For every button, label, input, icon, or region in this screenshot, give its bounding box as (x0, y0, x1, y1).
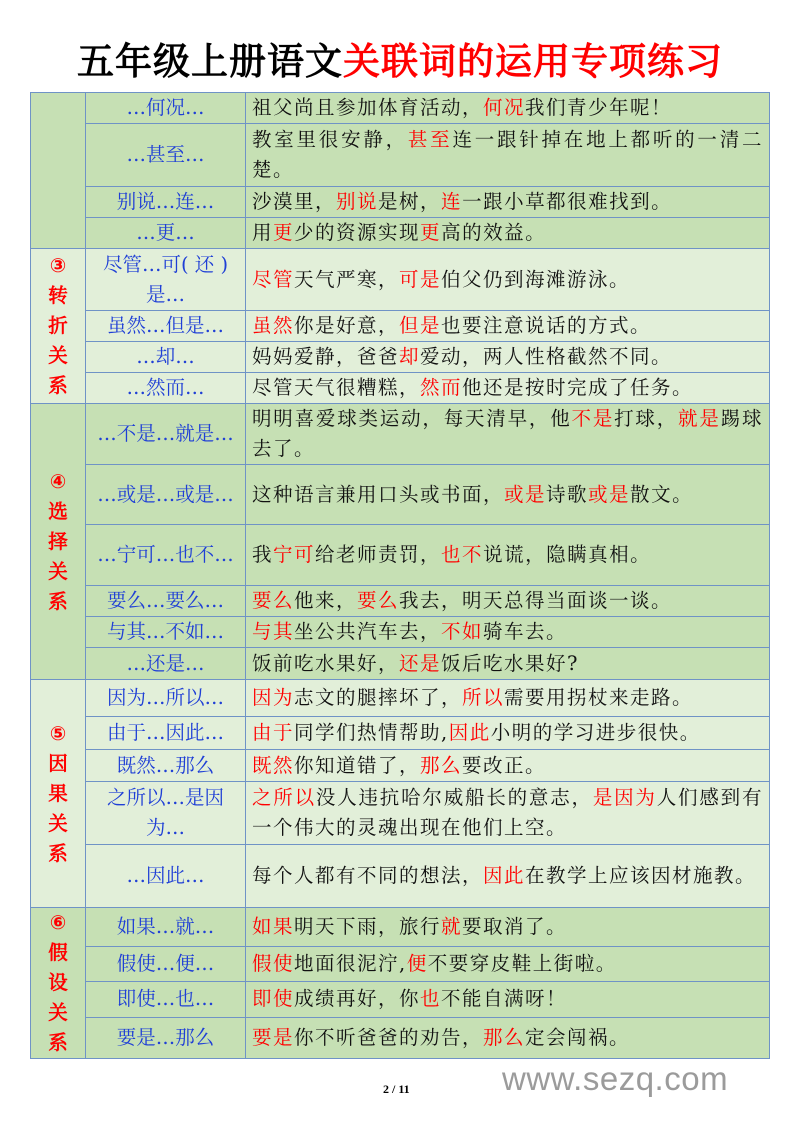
sentence-text: 是树， (378, 190, 442, 213)
highlighted-conjunction: 即使 (252, 987, 295, 1011)
sentence-text: 说谎，隐瞒真相。 (483, 543, 652, 566)
conjunction-keyword: …更… (86, 218, 246, 249)
sentence-text: 成绩再好，你 (294, 987, 421, 1011)
highlighted-conjunction: 就是 (678, 407, 721, 430)
example-sentence (246, 947, 770, 982)
category-char: 关 (48, 1001, 68, 1024)
table-row (31, 373, 770, 404)
sentence-text: 每个人都有不同的想法， (252, 864, 484, 887)
example-sentence (246, 525, 770, 586)
sentence-text: 也要注意说话的方式。 (441, 314, 652, 337)
sentence-text: 在教学上应该因材施教。 (525, 864, 757, 887)
category-cell (31, 249, 86, 404)
category-cell (31, 680, 86, 908)
conjunction-table (30, 92, 770, 1059)
highlighted-conjunction: 之所以 (252, 786, 316, 809)
conjunction-keyword: 尽管…可( 还 ) 是… (86, 249, 246, 311)
highlighted-conjunction: 虽然 (252, 314, 295, 337)
conjunction-table-body (31, 93, 770, 1059)
conjunction-keyword: 与其…不如… (86, 617, 246, 648)
sentence-text: 打球， (614, 407, 679, 430)
example-sentence (246, 465, 770, 525)
sentence-text: 祖父尚且参加体育活动， (252, 96, 484, 119)
example-sentence (246, 1017, 770, 1058)
highlighted-conjunction: 因为 (252, 686, 295, 709)
example-sentence (246, 981, 770, 1017)
highlighted-conjunction: 如果 (252, 915, 295, 939)
highlighted-conjunction: 那么 (420, 753, 463, 777)
sentence-text: 要改正。 (462, 753, 547, 777)
table-row (31, 947, 770, 982)
conjunction-keyword: 由于…因此… (86, 717, 246, 750)
watermark: www.sezq.com (502, 1060, 729, 1097)
highlighted-conjunction: 何况 (483, 96, 526, 119)
sentence-text: 地面很泥泞, (294, 951, 407, 975)
category-char: 选 (48, 499, 68, 523)
category-char: 系 (48, 374, 68, 397)
example-sentence (246, 373, 770, 404)
highlighted-conjunction: 既然 (252, 753, 295, 777)
conjunction-keyword: 要么…要么… (86, 586, 246, 617)
example-sentence (246, 93, 770, 124)
example-sentence (246, 908, 770, 947)
highlighted-conjunction: 更 (273, 221, 295, 244)
category-char: 果 (48, 781, 68, 805)
highlighted-conjunction: 由于 (252, 721, 295, 744)
sentence-text: 少的资源实现 (294, 221, 421, 244)
highlighted-conjunction: 甚至 (407, 128, 453, 151)
sentence-text: 他来， (294, 589, 358, 612)
example-sentence (246, 586, 770, 617)
sentence-text: 要取消了。 (462, 915, 568, 939)
highlighted-conjunction: 是因为 (592, 786, 657, 809)
table-row (31, 93, 770, 124)
table-row (31, 187, 770, 218)
example-sentence (246, 750, 770, 782)
category-char: ④ (49, 469, 67, 493)
category-char: 择 (48, 529, 68, 553)
sentence-text: 踢球去了。 (252, 407, 763, 460)
table-row (31, 908, 770, 947)
table-row (31, 750, 770, 782)
highlighted-conjunction: 也不 (441, 543, 484, 566)
sentence-text: 没人违抗哈尔威船长的意志， (315, 786, 593, 809)
highlighted-conjunction: 要么 (357, 589, 400, 612)
highlighted-conjunction: 然而 (420, 376, 463, 399)
page-title (0, 40, 800, 84)
sentence-text: 同学们热情帮助, (294, 721, 449, 744)
highlighted-conjunction: 因此 (448, 721, 491, 744)
conjunction-keyword: …宁可…也不… (86, 525, 246, 586)
table-row (31, 648, 770, 680)
conjunction-keyword: 因为…所以… (86, 680, 246, 717)
title-part-topic: 关联词的运用专项练习 (343, 40, 723, 83)
category-char: 关 (48, 559, 68, 583)
highlighted-conjunction: 别说 (336, 190, 379, 213)
highlighted-conjunction: 与其 (252, 620, 295, 643)
highlighted-conjunction: 宁可 (273, 543, 316, 566)
category-cell (31, 93, 86, 249)
highlighted-conjunction: 尽管 (252, 267, 295, 291)
table-row (31, 311, 770, 342)
example-sentence (246, 311, 770, 342)
sentence-text: 需要用拐杖来走路。 (504, 686, 694, 709)
sentence-text: 天气严寒， (294, 267, 400, 291)
highlighted-conjunction: 那么 (483, 1025, 526, 1049)
conjunction-keyword: 虽然…但是… (86, 311, 246, 342)
category-char: 假 (48, 941, 68, 964)
highlighted-conjunction: 因此 (483, 864, 526, 887)
sentence-text: 骑车去。 (483, 620, 568, 643)
category-char: 系 (48, 841, 68, 865)
conjunction-keyword: 即使…也… (86, 981, 246, 1017)
conjunction-keyword: …还是… (86, 648, 246, 680)
highlighted-conjunction: 却 (399, 345, 421, 368)
sentence-text: 不要穿皮鞋上街啦。 (427, 951, 617, 975)
category-cell (31, 404, 86, 680)
table-row (31, 782, 770, 845)
category-char: ③ (49, 254, 67, 277)
conjunction-keyword: 既然…那么 (86, 750, 246, 782)
table-row (31, 981, 770, 1017)
sentence-text: 妈妈爱静，爸爸 (252, 345, 400, 368)
highlighted-conjunction: 还是 (399, 651, 442, 675)
sentence-text: 给老师责罚， (315, 543, 442, 566)
sentence-text: 高的效益。 (441, 221, 547, 244)
table-row (31, 1017, 770, 1058)
sentence-text: 你不听爸爸的劝告， (294, 1025, 484, 1049)
example-sentence (246, 249, 770, 311)
sentence-text: 诗歌 (546, 482, 589, 506)
highlighted-conjunction: 不是 (571, 407, 615, 430)
sentence-text: 小明的学习进步很快。 (490, 721, 701, 744)
sentence-text: 他还是按时完成了任务。 (462, 376, 694, 399)
conjunction-keyword: …然而… (86, 373, 246, 404)
title-part-grade: 五年级上册语文 (77, 40, 343, 83)
example-sentence (246, 218, 770, 249)
highlighted-conjunction: 不如 (441, 620, 484, 643)
sentence-text: 这种语言兼用口头或书面， (252, 482, 505, 506)
sentence-text: 爱动，两人性格截然不同。 (420, 345, 673, 368)
category-char: ⑥ (49, 911, 67, 934)
table-row (31, 586, 770, 617)
sentence-text: 人们感到有一个伟大的灵魂出现在他们上空。 (252, 786, 763, 839)
table-row (31, 249, 770, 311)
example-sentence (246, 124, 770, 187)
highlighted-conjunction: 所以 (462, 686, 505, 709)
conjunction-keyword: 要是…那么 (86, 1017, 246, 1058)
sentence-text: 连一跟针掉在地上都听的一清二楚。 (252, 128, 763, 181)
sentence-text: 一跟小草都很难找到。 (462, 190, 673, 213)
table-row (31, 525, 770, 586)
sentence-text: 教室里很安静， (252, 128, 408, 151)
conjunction-keyword: 别说…连… (86, 187, 246, 218)
highlighted-conjunction: 也 (420, 987, 442, 1011)
sentence-text: 志文的腿摔坏了， (294, 686, 463, 709)
category-char: 系 (48, 589, 68, 613)
example-sentence (246, 187, 770, 218)
conjunction-keyword: …因此… (86, 845, 246, 908)
table-row (31, 680, 770, 717)
sentence-text: 定会闯祸。 (525, 1025, 631, 1049)
table-row (31, 845, 770, 908)
highlighted-conjunction: 就 (441, 915, 463, 939)
category-char: 转 (48, 284, 68, 307)
sentence-text: 伯父仍到海滩游泳。 (441, 267, 631, 291)
table-row (31, 218, 770, 249)
category-char: ⑤ (49, 721, 67, 745)
conjunction-keyword: …或是…或是… (86, 465, 246, 525)
highlighted-conjunction: 但是 (399, 314, 442, 337)
sentence-text: 我们青少年呢！ (525, 96, 673, 119)
category-char: 因 (48, 751, 68, 775)
category-char: 关 (48, 344, 68, 367)
example-sentence (246, 680, 770, 717)
example-sentence (246, 648, 770, 680)
sentence-text: 明天下雨，旅行 (294, 915, 442, 939)
highlighted-conjunction: 或是 (588, 482, 631, 506)
conjunction-keyword: 之所以…是因为… (86, 782, 246, 845)
conjunction-keyword: 如果…就… (86, 908, 246, 947)
conjunction-keyword: …何况… (86, 93, 246, 124)
table-row (31, 717, 770, 750)
table-row (31, 124, 770, 187)
highlighted-conjunction: 更 (420, 221, 442, 244)
example-sentence (246, 717, 770, 750)
example-sentence (246, 342, 770, 373)
example-sentence (246, 617, 770, 648)
highlighted-conjunction: 可是 (399, 267, 442, 291)
highlighted-conjunction: 假使 (252, 951, 295, 975)
example-sentence (246, 845, 770, 908)
sentence-text: 用 (252, 221, 274, 244)
page-number: 2 / 11 (383, 1082, 410, 1096)
sentence-text: 我去，明天总得当面谈一谈。 (399, 589, 673, 612)
table-row (31, 404, 770, 465)
sentence-text: 你知道错了， (294, 753, 421, 777)
category-char: 关 (48, 811, 68, 835)
category-char: 折 (48, 314, 68, 337)
example-sentence (246, 782, 770, 845)
highlighted-conjunction: 连 (441, 190, 463, 213)
conjunction-keyword: …不是…就是… (86, 404, 246, 465)
sentence-text: 坐公共汽车去， (294, 620, 442, 643)
sentence-text: 尽管天气很糟糕， (252, 376, 421, 399)
highlighted-conjunction: 或是 (504, 482, 547, 506)
conjunction-keyword: 假使…便… (86, 947, 246, 982)
table-row (31, 465, 770, 525)
category-cell (31, 908, 86, 1059)
sentence-text: 不能自满呀！ (441, 987, 568, 1011)
sentence-text: 明明喜爱球类运动，每天清早，他 (252, 407, 572, 430)
table-row (31, 342, 770, 373)
table-row (31, 617, 770, 648)
sentence-text: 沙漠里， (252, 190, 337, 213)
highlighted-conjunction: 要是 (252, 1025, 295, 1049)
highlighted-conjunction: 要么 (252, 589, 295, 612)
category-char: 系 (48, 1031, 68, 1054)
category-char: 设 (48, 971, 68, 994)
example-sentence (246, 404, 770, 465)
sentence-text: 饭后吃水果好? (441, 651, 579, 675)
sentence-text: 我 (252, 543, 274, 566)
conjunction-keyword: …却… (86, 342, 246, 373)
sentence-text: 你是好意， (294, 314, 400, 337)
sentence-text: 散文。 (630, 482, 694, 506)
highlighted-conjunction: 便 (406, 951, 428, 975)
conjunction-keyword: …甚至… (86, 124, 246, 187)
sentence-text: 饭前吃水果好， (252, 651, 400, 675)
